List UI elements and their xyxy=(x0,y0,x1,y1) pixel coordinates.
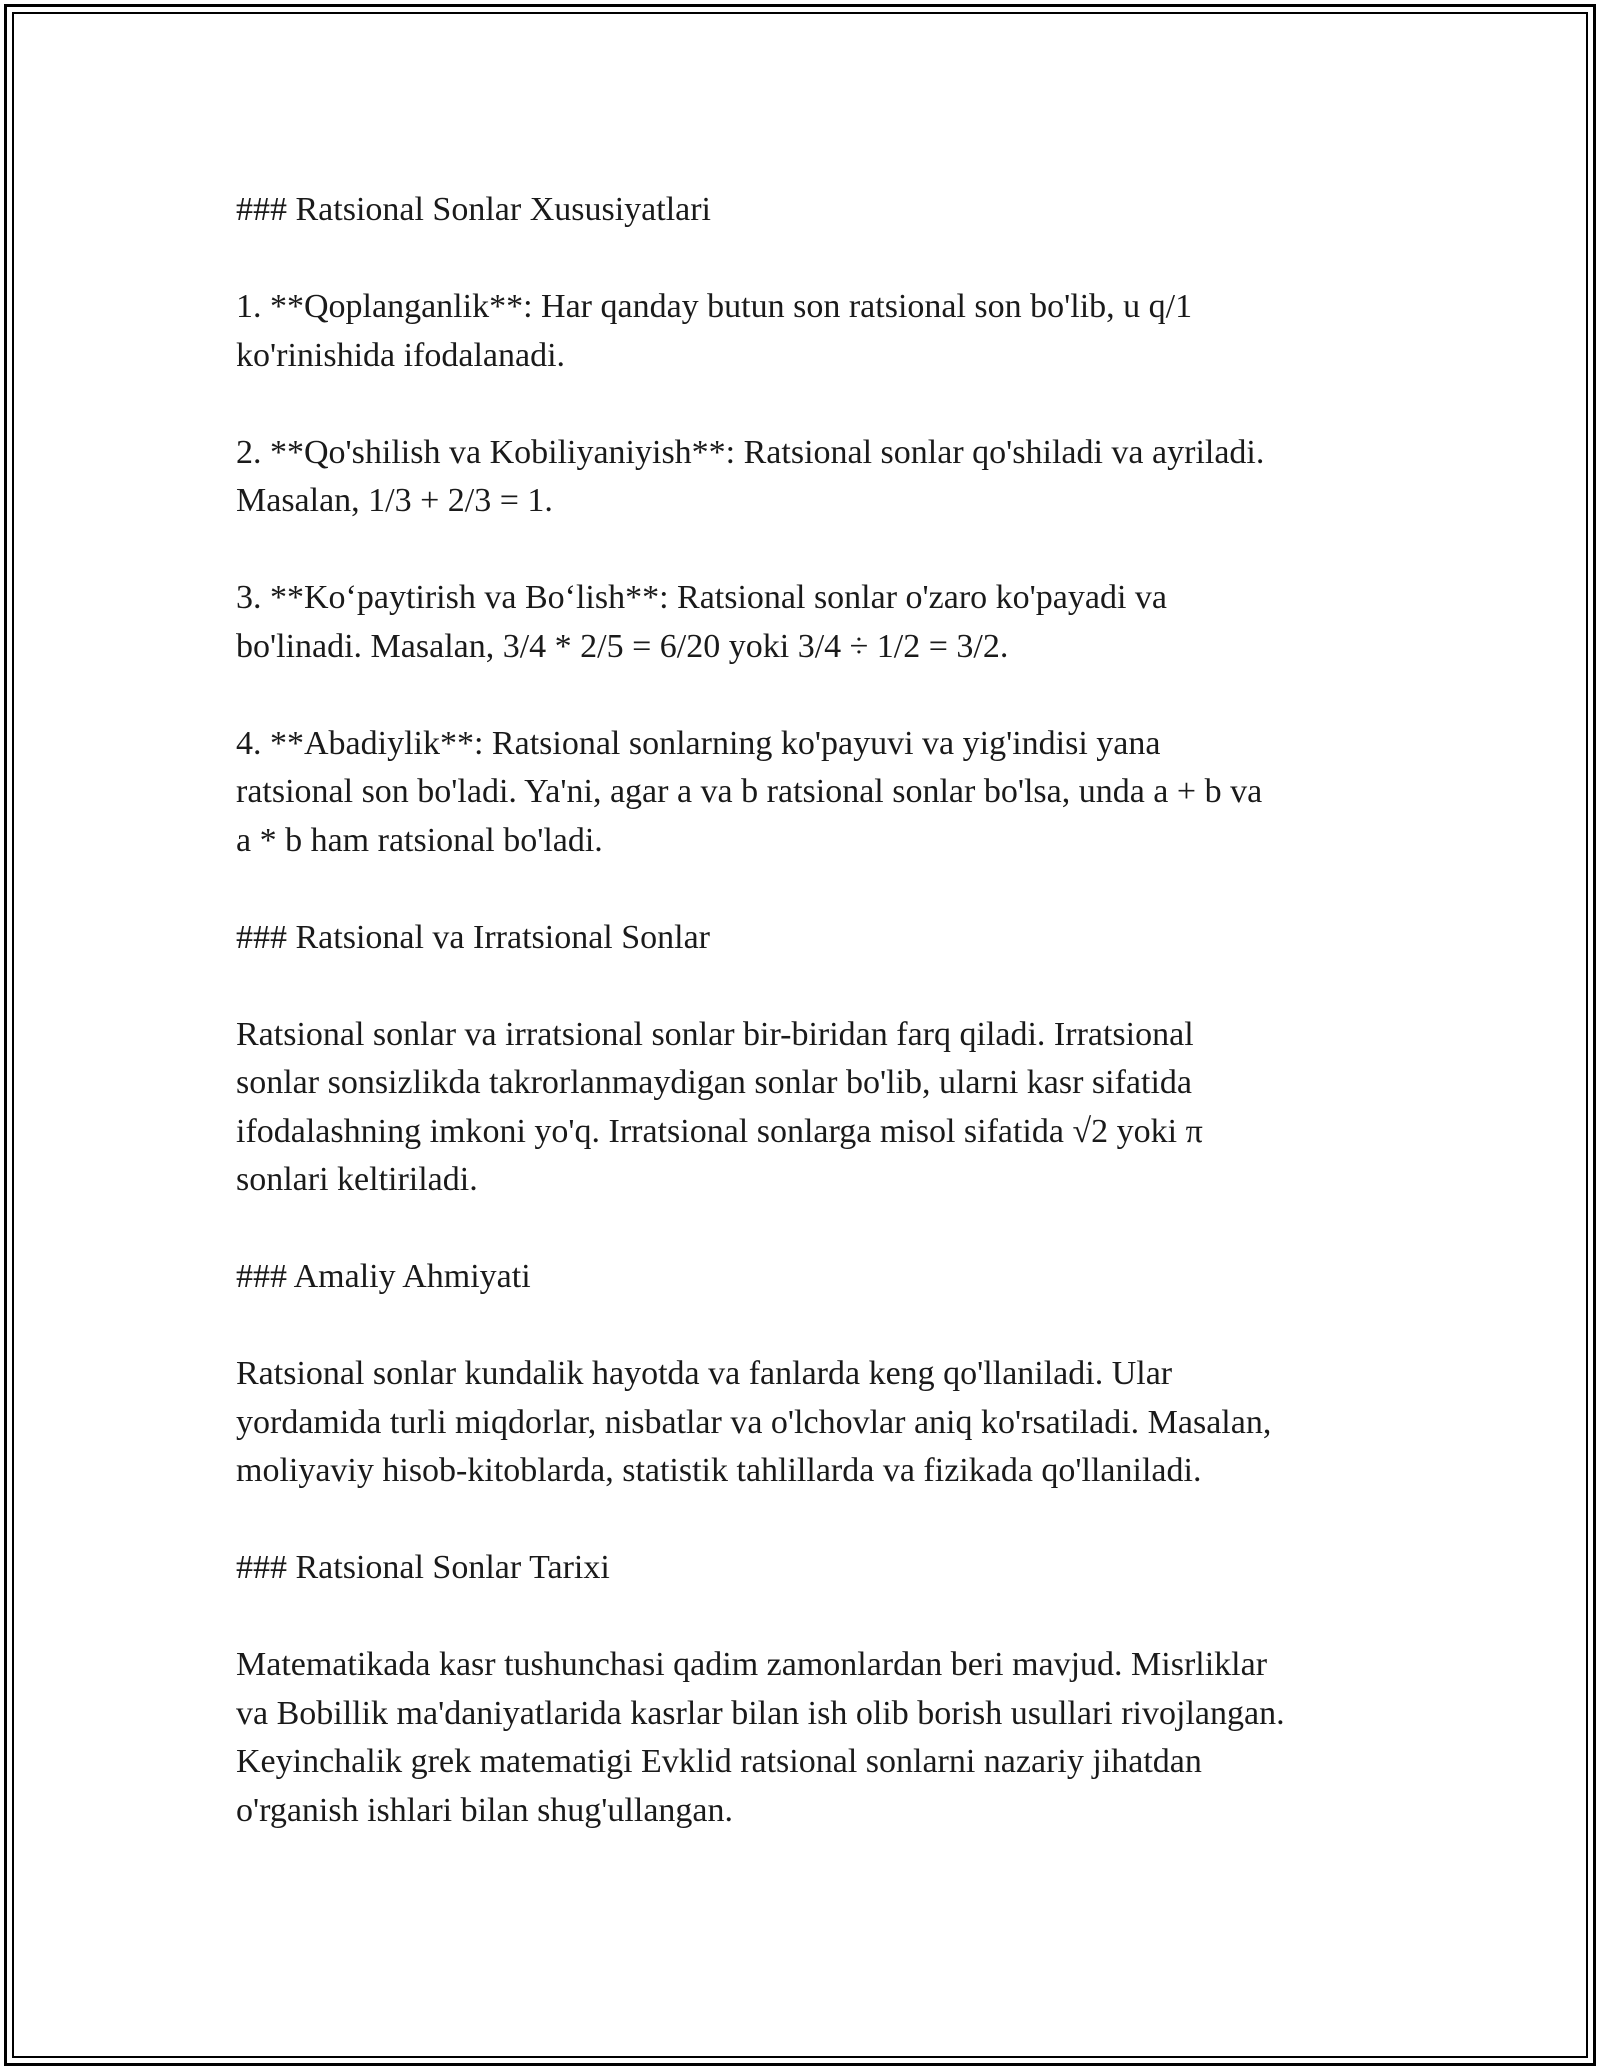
paragraph-amaliy: Ratsional sonlar kundalik hayotda va fanlarda keng qo'llaniladi. Ular yordamida turli miqdorlar, nisbatlar va o'lchovlar aniq ko'rsatiladi. Masalan, moliyaviy hisob-kitoblarda, statistik tahlillarda va fizikada qo'llaniladi. xyxy=(236,1355,1272,1489)
list-item-abadiylik: 4. **Abadiylik**: Ratsional sonlarning ko'payuvi va yig'indisi yana ratsional son bo'ladi. Ya'ni, agar a va b ratsional sonlar bo'lsa, unda a + b va a * b ham ratsional bo'ladi. xyxy=(236,724,1263,859)
list-item-qoplanganlik: 1. **Qoplanganlik**: Har qanday butun son ratsional son bo'lib, u q/1 ko'rinishida ifodalanadi. xyxy=(236,288,1193,374)
document-body xyxy=(236,186,1376,1835)
heading-amaliy-ahmiyati: ### Amaliy Ahmiyati xyxy=(236,1258,531,1295)
paragraph-irratsional: Ratsional sonlar va irratsional sonlar bir-biridan farq qiladi. Irratsional sonlar sonsizlikda takrorlanmaydigan sonlar bo'lib, ularni kasr sifatida ifodalashning imkoni yo'q. Irratsional sonlarga misol sifatida √2 yoki π sonlari keltiriladi. xyxy=(236,1015,1203,1198)
list-item-qoshilish: 2. **Qo'shilish va Kobiliyaniyish**: Ratsional sonlar qo'shiladi va ayriladi. Masalan, 1/3 + 2/3 = 1. xyxy=(236,433,1265,519)
heading-tarixi: ### Ratsional Sonlar Tarixi xyxy=(236,1549,610,1586)
heading-ratsional-irratsional: ### Ratsional va Irratsional Sonlar xyxy=(236,918,711,956)
heading-xususiyatlari: ### Ratsional Sonlar Xususiyatlari xyxy=(236,191,712,228)
list-item-kopaytirish: 3. **Koʻpaytirish va Boʻlish**: Ratsional sonlar o'zaro ko'payadi va bo'linadi. Masalan, 3/4 * 2/5 = 6/20 yoki 3/4 ÷ 1/2 = 3/2. xyxy=(236,579,1168,665)
paragraph-tarixi: Matematikada kasr tushunchasi qadim zamonlardan beri mavjud. Misrliklar va Bobillik ma'daniyatlarida kasrlar bilan ish olib borish usullari rivojlangan. Keyinchalik grek matematigi Evklid ratsional sonlarni nazariy jihatdan o'rganish ishlari bilan shug'ullangan. xyxy=(236,1646,1285,1829)
